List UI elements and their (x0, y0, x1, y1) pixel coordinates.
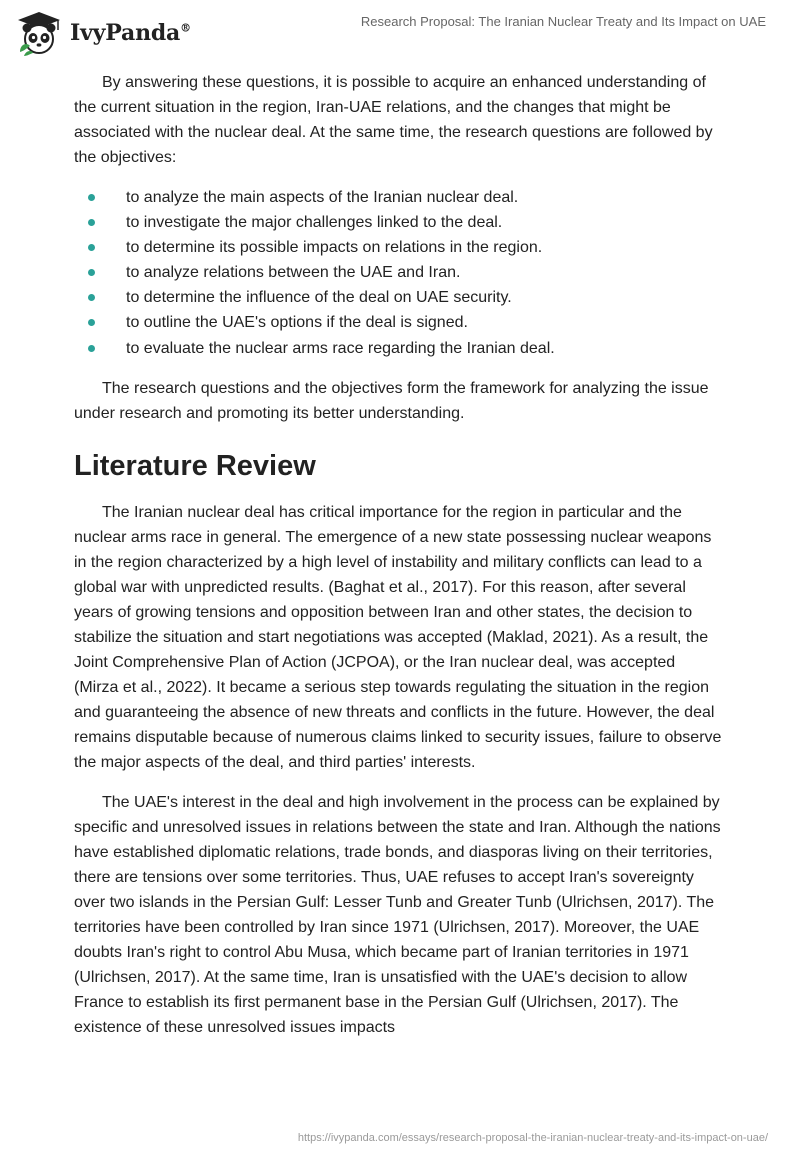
document-title: Research Proposal: The Iranian Nuclear Treaty and Its Impact on UAE (360, 14, 766, 29)
source-url[interactable]: https://ivypanda.com/essays/research-proposal-the-iranian-nuclear-treaty-and-its-impact-on-uae/ (297, 1132, 768, 1144)
intro-paragraph: By answering these questions, it is possible to acquire an enhanced understanding of the current situation in the region, Iran-UAE relations, and the changes that might be associated with the nuclear deal. At the same time, the research questions are followed by the objectives: (74, 74, 713, 166)
literature-paragraph-2: The UAE's interest in the deal and high involvement in the process can be explained by specific and unresolved issues in relations between the state and Iran. Although the nations have established diplomatic relations, trade bonds, and diasporas living on their territories, there are tensions over some territories. Thus, UAE refuses to accept Iran's sovereignty over two islands in the Persian Gulf: Lesser Tunb and Greater Tunb (Ulrichsen, 2017). The territories have been controlled by Iran since 1971 (Ulrichsen, 2017). Moreover, the UAE doubts Iran's right to control Abu Musa, which became part of Iranian territories in 1971 (Ulrichsen, 2017). At the same time, Iran is unsatisfied with the UAE's decision to allow France to establish its first permanent base in the Persian Gulf (Ulrichsen, 2017). The existence of these unresolved issues impacts (74, 793, 721, 1036)
essay-content (74, 70, 724, 1040)
section-heading: Literature Review (74, 449, 316, 482)
list-item: to determine the influence of the deal on UAE security. (74, 285, 724, 310)
list-item: to evaluate the nuclear arms race regarding the Iranian deal. (74, 336, 724, 361)
list-item: to outline the UAE's options if the deal is signed. (74, 310, 724, 335)
literature-paragraph-1: The Iranian nuclear deal has critical importance for the region in particular and the nuclear arms race in general. The emergence of a new state possessing nuclear weapons in the region characterized by a high level of instability and military conflicts can lead to a global war with unpredicted results. (Baghat et al., 2017). For this reason, after several years of growing tensions and opposition between Iran and other states, the decision to stabilize the situation and start negotiations was accepted (Maklad, 2021). As a result, the Joint Comprehensive Plan of Action (JCPOA), or the Iran nuclear deal, was accepted (Mirza et al., 2022). It became a serious step towards regulating the situation in the region and guaranteeing the absence of new threats and conflicts in the future. However, the deal remains disputable because of numerous claims linked to security issues, failure to observe the major aspects of the deal, and third parties' interests. (74, 503, 722, 771)
bullet-icon (88, 244, 95, 251)
list-item: to investigate the major challenges linked to the deal. (74, 210, 724, 235)
ivypanda-logo[interactable] (14, 8, 204, 58)
list-item: to analyze the main aspects of the Iranian nuclear deal. (74, 185, 724, 210)
bullet-icon (88, 219, 95, 226)
objectives-list (74, 185, 724, 361)
bullet-icon (88, 269, 95, 276)
bullet-icon (88, 294, 95, 301)
framework-paragraph: The research questions and the objectives form the framework for analyzing the issue under research and promoting its better understanding. (74, 379, 709, 422)
bullet-icon (88, 319, 95, 326)
panda-graduate-icon (14, 8, 64, 58)
logo-wordmark: IvyPanda® (70, 20, 191, 46)
bullet-icon (88, 345, 95, 352)
list-item: to analyze relations between the UAE and Iran. (74, 260, 724, 285)
bullet-icon (88, 194, 95, 201)
page-header (0, 0, 800, 64)
list-item: to determine its possible impacts on relations in the region. (74, 235, 724, 260)
